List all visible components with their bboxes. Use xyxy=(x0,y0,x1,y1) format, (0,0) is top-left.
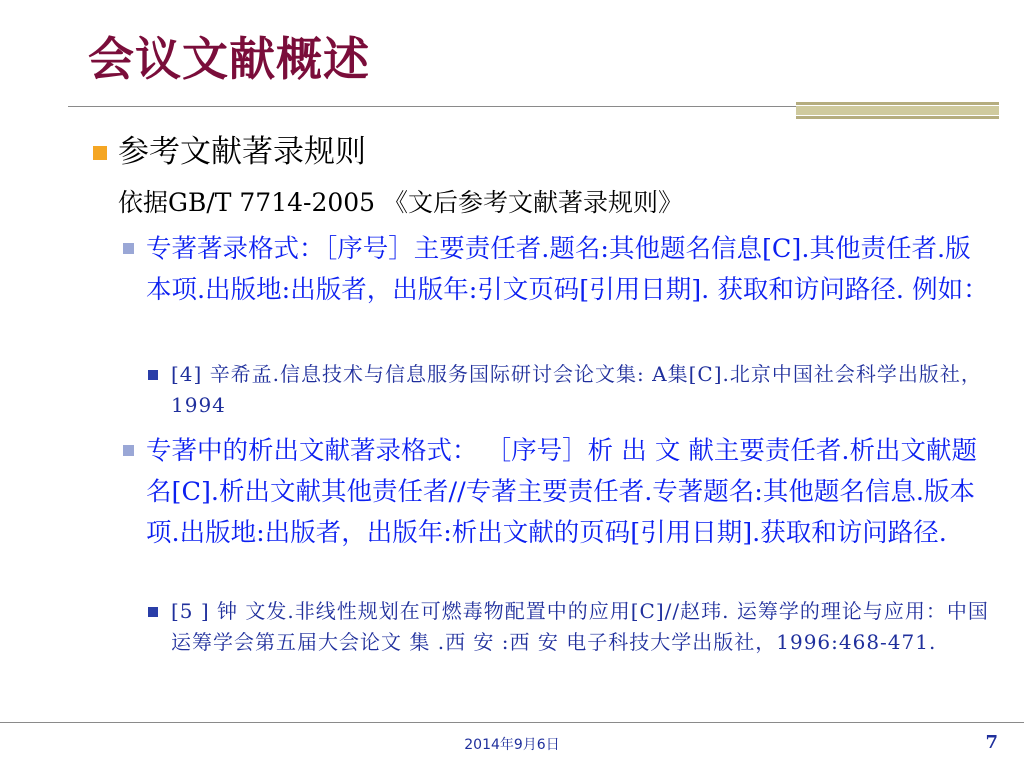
square-bullet-icon xyxy=(148,370,158,380)
square-bullet-icon xyxy=(93,146,107,160)
monograph-format-text: 专著著录格式：［序号］主要责任者.题名:其他题名信息[C].其他责任者.版本项.出版地:出版者，出版年:引文页码[引用日期]. 获取和访问路径. 例如： xyxy=(146,234,989,305)
standard-basis-text: 依据GB/T 7714-2005 《文后参考文献著录规则》 xyxy=(118,188,684,217)
square-bullet-icon xyxy=(123,243,134,254)
analytic-example-text: [5 ] 钟 文发.非线性规划在可燃毒物配置中的应用[C]//赵玮. 运筹学的理论与应用：中国运筹学会第五届大会论文 集 .西 安 :西 安 电子科技大学出版社，1996:468-471. xyxy=(171,599,989,654)
square-bullet-icon xyxy=(123,445,134,456)
square-bullet-icon xyxy=(148,607,158,617)
slide-title: 会议文献概述 xyxy=(88,32,370,86)
footer-date: 2014年9月6日 xyxy=(464,737,560,753)
footer-divider xyxy=(0,722,1024,723)
section-heading: 参考文献著录规则 xyxy=(118,134,366,170)
monograph-example-text: [4] 辛希孟.信息技术与信息服务国际研讨会论文集: A集[C].北京中国社会科学出版社，1994 xyxy=(171,362,982,417)
analytic-format-text: 专著中的析出文献著录格式： ［序号］析 出 文 献主要责任者.析出文献题名[C].析出文献其他责任者//专著主要责任者.专著题名:其他题名信息.版本项.出版地:出版者，出版年:析出文献的页码[引用日期].获取和访问路径. xyxy=(146,436,978,548)
page-number: 7 xyxy=(985,732,998,753)
